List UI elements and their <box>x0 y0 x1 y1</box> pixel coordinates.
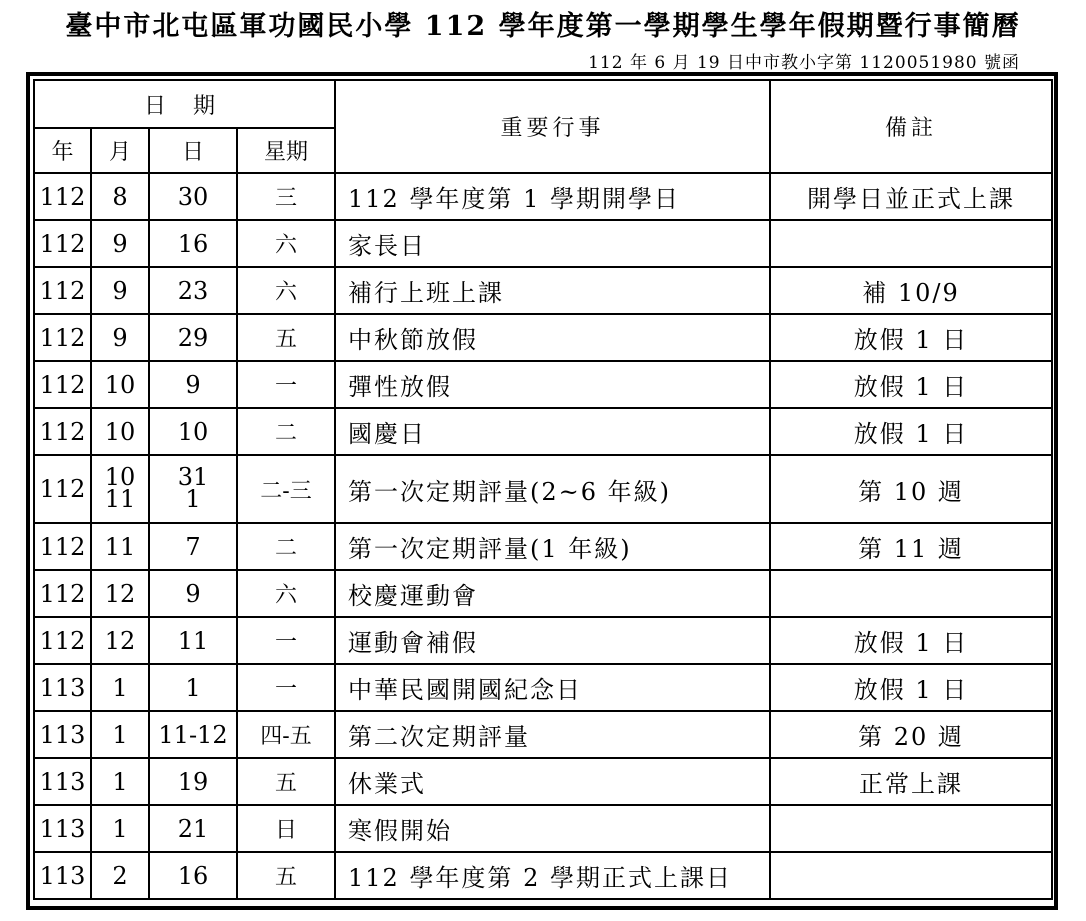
day-cell: 23 <box>149 267 237 314</box>
year-header: 年 <box>34 128 91 173</box>
table-row <box>34 805 1052 852</box>
weekday-cell: 五 <box>237 314 335 361</box>
event-cell: 第一次定期評量(2~6 年級) <box>335 455 770 523</box>
weekday-cell: 一 <box>237 617 335 664</box>
note-cell: 正常上課 <box>770 758 1052 805</box>
month-start: 10 <box>104 462 136 491</box>
year-cell: 112 <box>34 617 91 664</box>
event-cell: 中華民國開國紀念日 <box>335 664 770 711</box>
month-cell: 1 <box>91 758 149 805</box>
year-cell: 112 <box>34 267 91 314</box>
weekday-cell: 三 <box>237 173 335 220</box>
event-cell: 112 學年度第 1 學期開學日 <box>335 173 770 220</box>
weekday-cell: 一 <box>237 664 335 711</box>
event-cell: 休業式 <box>335 758 770 805</box>
month-cell: 9 <box>91 220 149 267</box>
note-cell: 放假 1 日 <box>770 408 1052 455</box>
date-group-header: 日 期 <box>34 80 335 128</box>
month-cell <box>91 455 149 523</box>
year-cell: 113 <box>34 711 91 758</box>
table-row <box>34 617 1052 664</box>
month-cell: 10 <box>91 408 149 455</box>
weekday-cell: 二-三 <box>237 455 335 523</box>
table-row <box>34 220 1052 267</box>
table-row <box>34 408 1052 455</box>
day-cell: 9 <box>149 570 237 617</box>
year-cell: 112 <box>34 173 91 220</box>
calendar-frame <box>26 72 1058 910</box>
note-cell: 第 20 週 <box>770 711 1052 758</box>
year-cell: 112 <box>34 408 91 455</box>
year-cell: 112 <box>34 314 91 361</box>
table-row <box>34 523 1052 570</box>
day-cell: 11 <box>149 617 237 664</box>
month-cell: 12 <box>91 570 149 617</box>
day-cell: 19 <box>149 758 237 805</box>
weekday-cell: 六 <box>237 570 335 617</box>
event-cell: 校慶運動會 <box>335 570 770 617</box>
month-cell: 2 <box>91 852 149 899</box>
note-cell: 第 10 週 <box>770 455 1052 523</box>
note-cell: 補 10/9 <box>770 267 1052 314</box>
table-row <box>34 664 1052 711</box>
table-row <box>34 267 1052 314</box>
month-cell: 1 <box>91 711 149 758</box>
event-cell: 中秋節放假 <box>335 314 770 361</box>
event-cell: 家長日 <box>335 220 770 267</box>
month-cell: 8 <box>91 173 149 220</box>
note-header: 備註 <box>770 80 1052 173</box>
note-cell <box>770 220 1052 267</box>
note-cell: 放假 1 日 <box>770 664 1052 711</box>
month-cell: 9 <box>91 267 149 314</box>
day-cell: 11-12 <box>149 711 237 758</box>
note-cell: 放假 1 日 <box>770 314 1052 361</box>
note-cell: 第 11 週 <box>770 523 1052 570</box>
month-cell: 11 <box>91 523 149 570</box>
table-row <box>34 852 1052 899</box>
year-cell: 113 <box>34 852 91 899</box>
day-cell: 21 <box>149 805 237 852</box>
day-cell: 30 <box>149 173 237 220</box>
day-cell: 16 <box>149 852 237 899</box>
table-row <box>34 455 1052 523</box>
weekday-cell: 六 <box>237 220 335 267</box>
event-cell: 彈性放假 <box>335 361 770 408</box>
note-cell <box>770 570 1052 617</box>
weekday-cell: 一 <box>237 361 335 408</box>
year-cell: 113 <box>34 805 91 852</box>
note-cell: 放假 1 日 <box>770 361 1052 408</box>
day-cell: 1 <box>149 664 237 711</box>
note-cell: 開學日並正式上課 <box>770 173 1052 220</box>
day-cell <box>149 455 237 523</box>
weekday-cell: 六 <box>237 267 335 314</box>
note-cell <box>770 852 1052 899</box>
day-cell: 29 <box>149 314 237 361</box>
note-cell <box>770 805 1052 852</box>
year-cell: 113 <box>34 758 91 805</box>
calendar-table <box>33 79 1053 900</box>
day-cell: 9 <box>149 361 237 408</box>
year-cell: 112 <box>34 220 91 267</box>
month-end: 11 <box>104 484 136 513</box>
event-cell: 補行上班上課 <box>335 267 770 314</box>
table-row <box>34 711 1052 758</box>
event-cell: 第一次定期評量(1 年級) <box>335 523 770 570</box>
table-row <box>34 758 1052 805</box>
day-end: 1 <box>185 484 201 513</box>
year-cell: 112 <box>34 361 91 408</box>
event-cell: 運動會補假 <box>335 617 770 664</box>
event-header: 重要行事 <box>335 80 770 173</box>
event-cell: 112 學年度第 2 學期正式上課日 <box>335 852 770 899</box>
day-header: 日 <box>149 128 237 173</box>
day-cell: 16 <box>149 220 237 267</box>
day-cell: 10 <box>149 408 237 455</box>
month-cell: 10 <box>91 361 149 408</box>
note-cell: 放假 1 日 <box>770 617 1052 664</box>
document-title: 臺中市北屯區軍功國民小學 112 學年度第一學期學生學年假期暨行事簡曆 <box>65 11 1021 42</box>
month-header: 月 <box>91 128 149 173</box>
month-cell: 9 <box>91 314 149 361</box>
table-row <box>34 570 1052 617</box>
document-reference: 112 年 6 月 19 日中市教小字第 1120051980 號函 <box>588 53 1020 73</box>
weekday-cell: 五 <box>237 758 335 805</box>
month-cell: 1 <box>91 805 149 852</box>
table-row <box>34 361 1052 408</box>
year-cell: 112 <box>34 570 91 617</box>
weekday-cell: 二 <box>237 408 335 455</box>
weekday-cell: 五 <box>237 852 335 899</box>
weekday-cell: 四-五 <box>237 711 335 758</box>
table-row <box>34 173 1052 220</box>
event-cell: 國慶日 <box>335 408 770 455</box>
weekday-cell: 二 <box>237 523 335 570</box>
year-cell: 113 <box>34 664 91 711</box>
table-row <box>34 314 1052 361</box>
event-cell: 寒假開始 <box>335 805 770 852</box>
event-cell: 第二次定期評量 <box>335 711 770 758</box>
month-cell: 1 <box>91 664 149 711</box>
day-cell: 7 <box>149 523 237 570</box>
weekday-header: 星期 <box>237 128 335 173</box>
year-cell: 112 <box>34 523 91 570</box>
day-start: 31 <box>177 462 209 491</box>
year-cell: 112 <box>34 455 91 523</box>
month-cell: 12 <box>91 617 149 664</box>
weekday-cell: 日 <box>237 805 335 852</box>
